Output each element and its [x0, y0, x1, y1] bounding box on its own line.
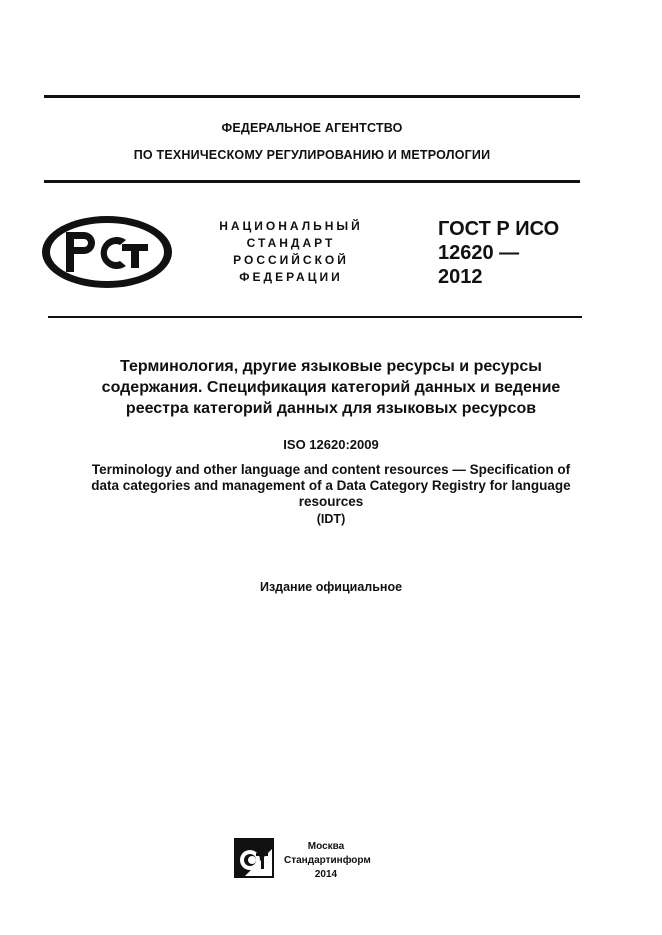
designation-line-2: 12620 —: [438, 242, 520, 264]
publisher-info: [284, 840, 371, 882]
standard-type-line-4: ФЕДЕРАЦИИ: [239, 270, 343, 284]
designation-line-3: 2012: [438, 266, 483, 288]
standard-designation: [438, 217, 559, 289]
standard-type-line-2: СТАНДАРТ: [246, 236, 336, 250]
rst-logo: [40, 214, 174, 290]
edition-label: Издание официальное: [259, 580, 403, 594]
title-en-line-1: Terminology and other language and content resources — Specification of: [91, 462, 571, 477]
iso-reference: ISO 12620:2009: [283, 437, 379, 452]
standard-type-line-1: НАЦИОНАЛЬНЫЙ: [219, 219, 363, 233]
title-ru-line-2: содержания. Спецификация категорий данных и ведение: [101, 379, 561, 396]
document-title-ru: [40, 356, 622, 419]
title-ru-line-3: реестра категорий данных для языковых ресурсов: [125, 400, 537, 417]
standartinform-logo: [234, 838, 274, 878]
title-en-line-3: resources: [298, 494, 364, 509]
top-rule: [44, 95, 580, 98]
standard-type-line-3: РОССИЙСКОЙ: [233, 253, 349, 267]
publisher-year: 2014: [314, 869, 338, 880]
title-ru-line-1: Терминология, другие языковые ресурсы и ресурсы: [120, 358, 542, 375]
designation-bottom-rule: [48, 316, 582, 318]
header-bottom-rule: [44, 180, 580, 183]
agency-line-1: ФЕДЕРАЛЬНОЕ АГЕНТСТВО: [221, 121, 403, 135]
title-en-line-2: data categories and management of a Data Category Registry for language: [91, 478, 571, 493]
agency-line-2: ПО ТЕХНИЧЕСКОМУ РЕГУЛИРОВАНИЮ И МЕТРОЛОГИИ: [133, 148, 491, 162]
document-title-en: [40, 462, 622, 510]
idt-marker: (IDT): [316, 512, 346, 526]
designation-line-1: ГОСТ Р ИСО: [438, 218, 560, 240]
publisher-name: Стандартинформ: [284, 855, 371, 866]
publisher-city: Москва: [307, 841, 345, 852]
